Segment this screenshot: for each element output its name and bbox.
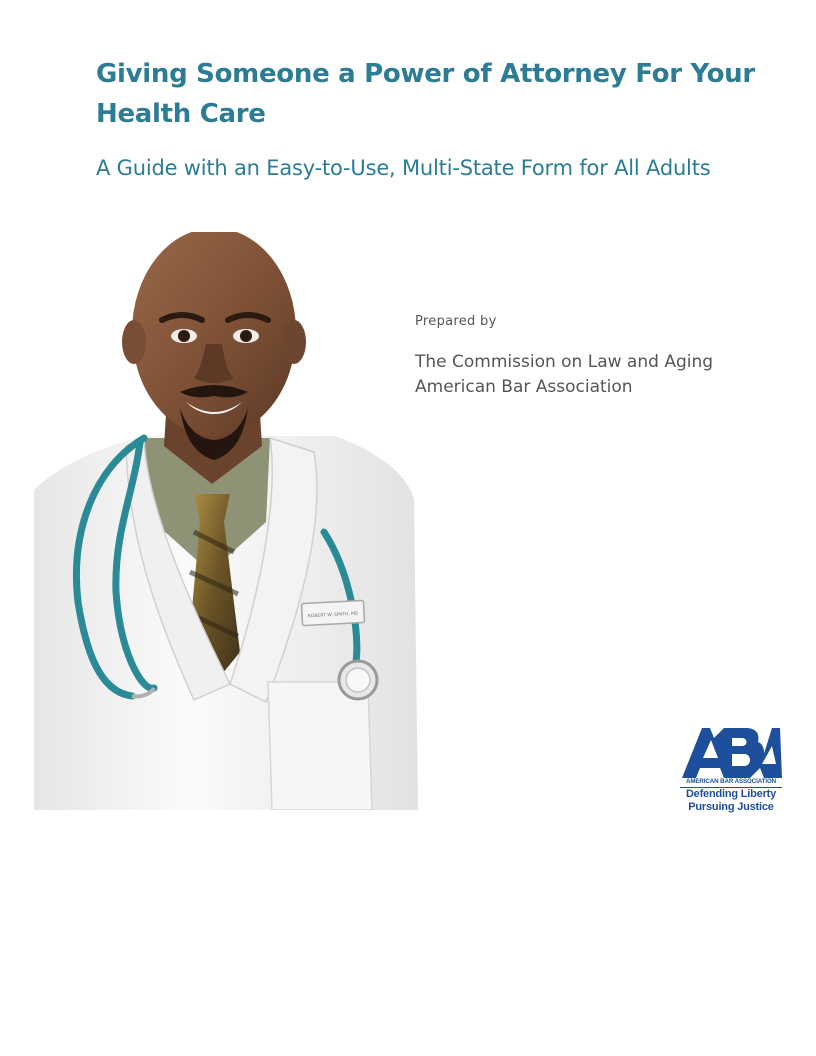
name-tag-text: ROBERT W. SMITH, MD (307, 611, 359, 620)
aba-tagline-1: Defending Liberty (685, 788, 777, 800)
prepared-by-label: Prepared by (415, 314, 497, 329)
aba-tagline-2: Pursuing Justice (688, 801, 774, 813)
commission-name: The Commission on Law and Aging (415, 352, 714, 372)
aba-logo (680, 724, 782, 813)
association-name: American Bar Association (415, 377, 633, 397)
coat-pocket (268, 682, 372, 810)
doctor-head (132, 232, 296, 436)
aba-name-text: AMERICAN BAR ASSOCIATION (680, 778, 782, 788)
author-organization (415, 350, 751, 400)
aba-mark-icon (680, 724, 782, 780)
doctor-photo (34, 232, 418, 810)
page-subtitle: A Guide with an Easy-to-Use, Multi-State Form for All Adults (96, 156, 711, 180)
page-title: Giving Someone a Power of Attorney For Your Health Care (96, 59, 755, 129)
